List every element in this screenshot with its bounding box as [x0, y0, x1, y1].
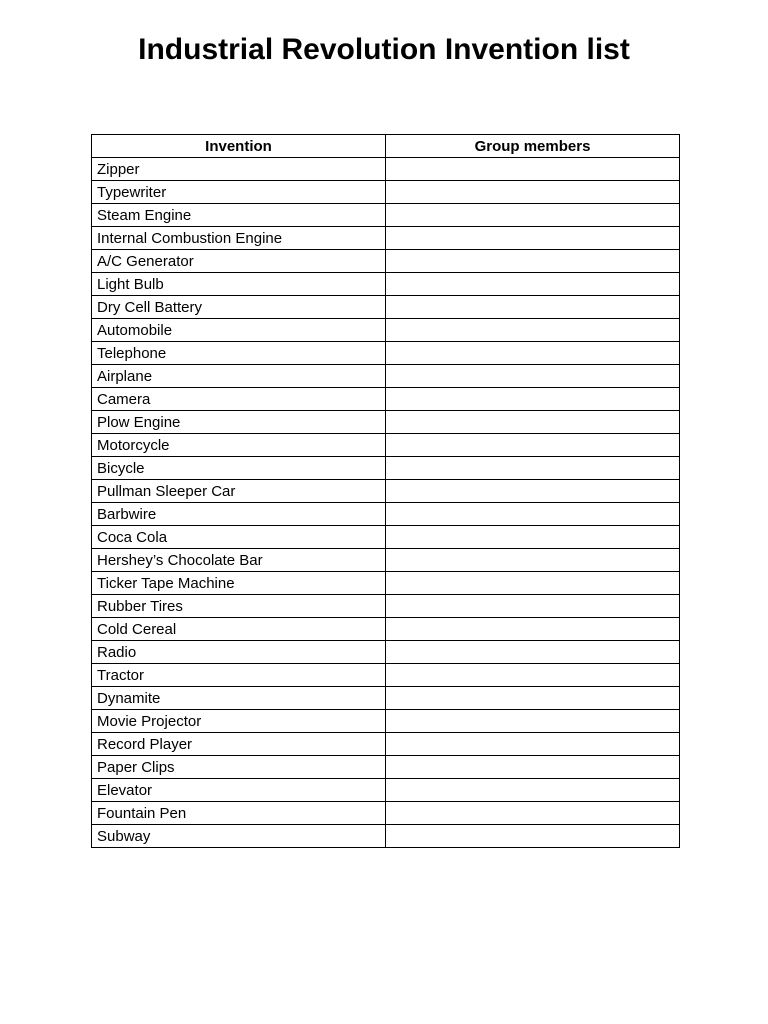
group-members-cell: [386, 733, 680, 756]
group-members-cell: [386, 549, 680, 572]
invention-cell: Automobile: [92, 319, 386, 342]
invention-cell: Elevator: [92, 779, 386, 802]
group-members-cell: [386, 825, 680, 848]
invention-cell: Airplane: [92, 365, 386, 388]
invention-cell: Barbwire: [92, 503, 386, 526]
table-row: [92, 250, 680, 273]
group-members-cell: [386, 250, 680, 273]
invention-cell: A/C Generator: [92, 250, 386, 273]
table-row: [92, 572, 680, 595]
table-row: [92, 158, 680, 181]
table-row: [92, 618, 680, 641]
table-row: [92, 710, 680, 733]
group-members-cell: [386, 756, 680, 779]
table-row: [92, 411, 680, 434]
group-members-cell: [386, 572, 680, 595]
table-row: [92, 296, 680, 319]
table-row: [92, 503, 680, 526]
invention-cell: Plow Engine: [92, 411, 386, 434]
table-row: [92, 227, 680, 250]
invention-cell: Movie Projector: [92, 710, 386, 733]
column-header-invention: Invention: [92, 135, 386, 158]
group-members-cell: [386, 457, 680, 480]
column-header-group-members: Group members: [386, 135, 680, 158]
table-row: [92, 434, 680, 457]
group-members-cell: [386, 480, 680, 503]
group-members-cell: [386, 664, 680, 687]
group-members-cell: [386, 227, 680, 250]
table-row: [92, 365, 680, 388]
invention-cell: Camera: [92, 388, 386, 411]
invention-cell: Motorcycle: [92, 434, 386, 457]
group-members-cell: [386, 802, 680, 825]
invention-cell: Steam Engine: [92, 204, 386, 227]
table-row: [92, 204, 680, 227]
table-row: [92, 342, 680, 365]
invention-cell: Tractor: [92, 664, 386, 687]
group-members-cell: [386, 595, 680, 618]
table-row: [92, 733, 680, 756]
group-members-cell: [386, 296, 680, 319]
invention-cell: Typewriter: [92, 181, 386, 204]
table-row: [92, 480, 680, 503]
table-row: [92, 641, 680, 664]
group-members-cell: [386, 319, 680, 342]
group-members-cell: [386, 618, 680, 641]
invention-table: [91, 134, 680, 848]
table-header-row: [92, 135, 680, 158]
invention-cell: Subway: [92, 825, 386, 848]
invention-cell: Dynamite: [92, 687, 386, 710]
invention-cell: Light Bulb: [92, 273, 386, 296]
table-row: [92, 595, 680, 618]
invention-cell: Coca Cola: [92, 526, 386, 549]
group-members-cell: [386, 434, 680, 457]
group-members-cell: [386, 388, 680, 411]
group-members-cell: [386, 342, 680, 365]
group-members-cell: [386, 273, 680, 296]
table-row: [92, 319, 680, 342]
group-members-cell: [386, 411, 680, 434]
table-row: [92, 526, 680, 549]
invention-cell: Rubber Tires: [92, 595, 386, 618]
invention-cell: Dry Cell Battery: [92, 296, 386, 319]
invention-cell: Pullman Sleeper Car: [92, 480, 386, 503]
table-row: [92, 388, 680, 411]
table-row: [92, 802, 680, 825]
invention-cell: Telephone: [92, 342, 386, 365]
table-row: [92, 825, 680, 848]
group-members-cell: [386, 204, 680, 227]
table-row: [92, 273, 680, 296]
invention-cell: Ticker Tape Machine: [92, 572, 386, 595]
group-members-cell: [386, 365, 680, 388]
table-row: [92, 664, 680, 687]
group-members-cell: [386, 503, 680, 526]
invention-cell: Hershey’s Chocolate Bar: [92, 549, 386, 572]
table-row: [92, 779, 680, 802]
group-members-cell: [386, 779, 680, 802]
invention-cell: Zipper: [92, 158, 386, 181]
table-row: [92, 549, 680, 572]
table-row: [92, 756, 680, 779]
invention-cell: Cold Cereal: [92, 618, 386, 641]
group-members-cell: [386, 158, 680, 181]
invention-cell: Bicycle: [92, 457, 386, 480]
invention-cell: Fountain Pen: [92, 802, 386, 825]
invention-cell: Internal Combustion Engine: [92, 227, 386, 250]
group-members-cell: [386, 641, 680, 664]
page-title: Industrial Revolution Invention list: [138, 33, 630, 66]
table-row: [92, 181, 680, 204]
group-members-cell: [386, 687, 680, 710]
group-members-cell: [386, 710, 680, 733]
group-members-cell: [386, 181, 680, 204]
table-row: [92, 687, 680, 710]
group-members-cell: [386, 526, 680, 549]
table-row: [92, 457, 680, 480]
invention-cell: Radio: [92, 641, 386, 664]
invention-cell: Record Player: [92, 733, 386, 756]
invention-cell: Paper Clips: [92, 756, 386, 779]
